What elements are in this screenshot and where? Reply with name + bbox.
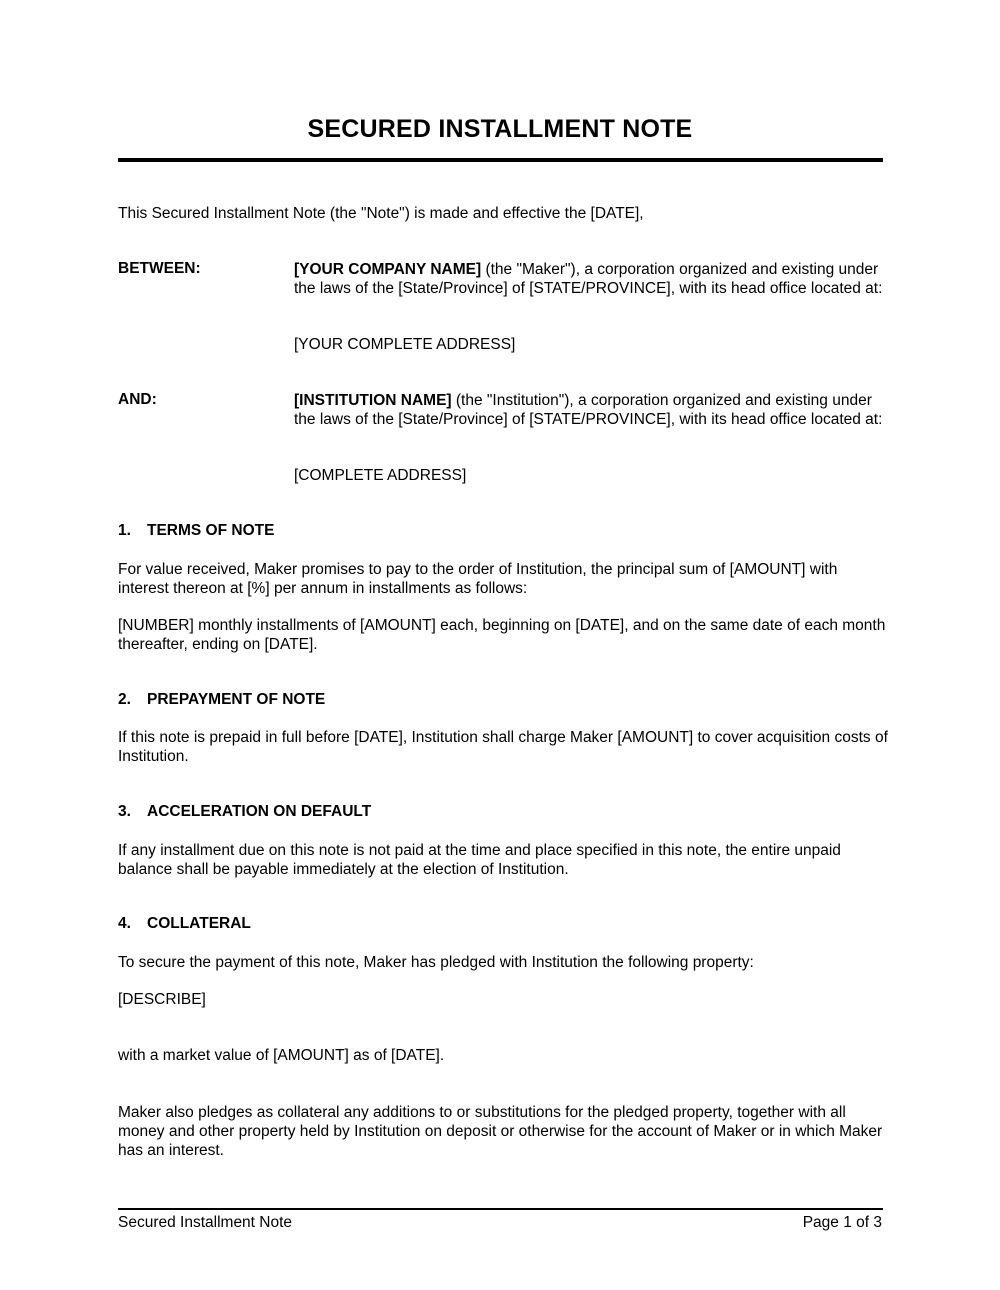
footer-document-name: Secured Installment Note [118, 1214, 293, 1231]
section-1-paragraph-1: For value received, Maker promises to pay to the order of Institution, the principal sum of [AMOUNT] with interest thereon at [%] per annum in installments as follows: [118, 561, 838, 597]
party-label-between: BETWEEN: [118, 260, 201, 277]
party-institution-name: [INSTITUTION NAME] [294, 392, 452, 409]
intro-paragraph: This Secured Installment Note (the "Note") is made and effective the [DATE], [118, 205, 644, 222]
section-3-paragraph-1: If any installment due on this note is not paid at the time and place specified in this note, the entire unpaid balance shall be payable immediately at the election of Institution. [118, 842, 841, 878]
party-maker-description [294, 260, 884, 298]
party-institution-address: [COMPLETE ADDRESS] [294, 467, 467, 484]
footer-rule [118, 1208, 883, 1210]
party-maker-name: [YOUR COMPANY NAME] [294, 261, 482, 278]
section-4-describe-placeholder: [DESCRIBE] [118, 991, 206, 1008]
party-maker-text: (the "Maker"), a corporation organized and existing under the laws of the [State/Province] of [STATE/PROVINCE], with its head office located at: [294, 261, 883, 297]
title-rule [118, 158, 883, 162]
party-institution-text: (the "Institution"), a corporation organized and existing under the laws of the [State/Province] of [STATE/PROVINCE], with its head office located at: [294, 392, 883, 428]
section-4-paragraph-1: To secure the payment of this note, Maker has pledged with Institution the following property: [118, 954, 754, 971]
party-maker-address: [YOUR COMPLETE ADDRESS] [294, 336, 516, 353]
section-3-number: 3. [118, 803, 131, 820]
section-4-paragraph-pledges: Maker also pledges as collateral any additions to or substitutions for the pledged property, together with all money and other property held by Institution on deposit or otherwise for the account of Maker or in which Maker has an interest. [118, 1104, 883, 1159]
section-3-title: ACCELERATION ON DEFAULT [147, 803, 372, 820]
footer-page-number: Page 1 of 3 [802, 1214, 882, 1231]
section-2-number: 2. [118, 691, 131, 708]
document-title: SECURED INSTALLMENT NOTE [307, 115, 693, 143]
section-1-paragraph-2: [NUMBER] monthly installments of [AMOUNT] each, beginning on [DATE], and on the same date of each month thereafter, ending on [DATE]. [118, 617, 886, 653]
section-3-heading [118, 803, 371, 821]
section-1-title: TERMS OF NOTE [147, 522, 275, 539]
section-2-paragraph-1: If this note is prepaid in full before [DATE], Institution shall charge Maker [AMOUNT] to cover acquisition costs of Institution. [118, 729, 888, 765]
party-institution-description [294, 391, 884, 429]
section-4-title: COLLATERAL [147, 915, 251, 932]
section-4-market-value: with a market value of [AMOUNT] as of [DATE]. [118, 1047, 445, 1064]
section-2-heading [118, 691, 325, 709]
section-2-title: PREPAYMENT OF NOTE [147, 691, 326, 708]
party-label-and: AND: [118, 391, 157, 408]
section-4-number: 4. [118, 915, 131, 932]
section-4-heading [118, 915, 251, 933]
section-1-heading [118, 522, 274, 540]
section-1-number: 1. [118, 522, 131, 539]
